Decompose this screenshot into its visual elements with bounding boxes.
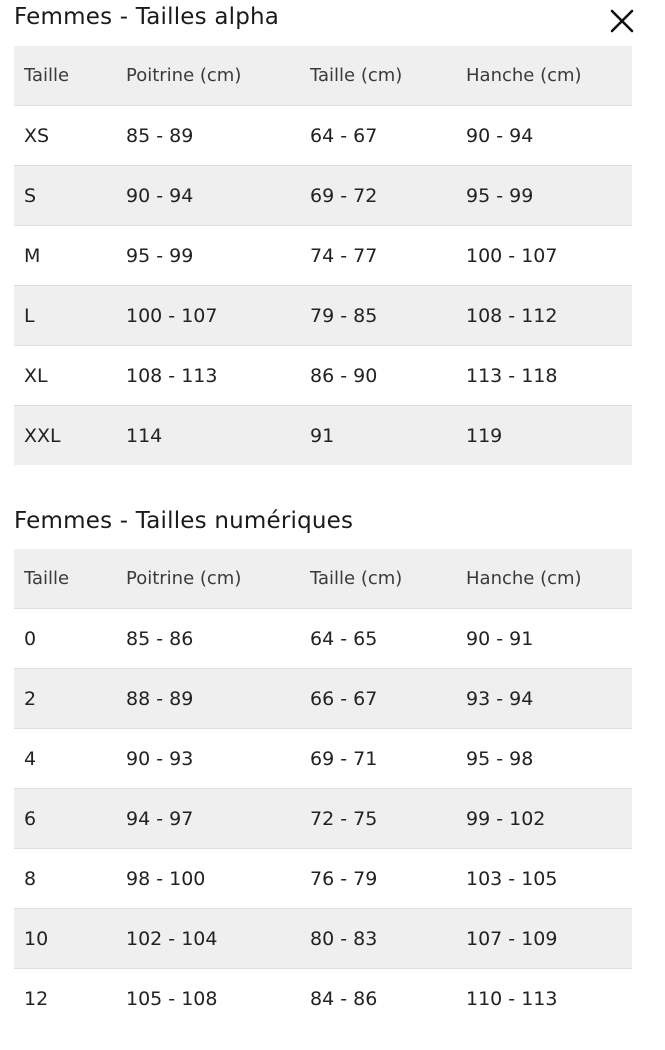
- hip-cell: 110 - 113: [456, 969, 632, 1029]
- size-cell: 6: [14, 789, 116, 849]
- bust-cell: 90 - 93: [116, 729, 300, 789]
- size-cell: 10: [14, 909, 116, 969]
- column-header: Poitrine (cm): [116, 549, 300, 609]
- size-cell: 0: [14, 609, 116, 669]
- waist-cell: 64 - 67: [300, 106, 456, 166]
- bust-cell: 95 - 99: [116, 226, 300, 286]
- column-header: Taille: [14, 46, 116, 106]
- table-row: [14, 969, 632, 1029]
- table-row: [14, 106, 632, 166]
- table-row: [14, 166, 632, 226]
- size-cell: XS: [14, 106, 116, 166]
- hip-cell: 113 - 118: [456, 346, 632, 406]
- size-cell: S: [14, 166, 116, 226]
- hip-cell: 99 - 102: [456, 789, 632, 849]
- column-header: Taille: [14, 549, 116, 609]
- bust-cell: 85 - 86: [116, 609, 300, 669]
- numeric-size-table: [14, 549, 632, 1028]
- size-cell: 12: [14, 969, 116, 1029]
- waist-cell: 74 - 77: [300, 226, 456, 286]
- table-row: [14, 909, 632, 969]
- table-row: [14, 346, 632, 406]
- waist-cell: 69 - 72: [300, 166, 456, 226]
- column-header: Taille (cm): [300, 549, 456, 609]
- waist-cell: 80 - 83: [300, 909, 456, 969]
- bust-cell: 94 - 97: [116, 789, 300, 849]
- size-cell: 8: [14, 849, 116, 909]
- numeric-section-title: Femmes - Tailles numériques: [14, 508, 354, 534]
- table-row: [14, 406, 632, 466]
- hip-cell: 95 - 99: [456, 166, 632, 226]
- table-row: [14, 286, 632, 346]
- column-header: Taille (cm): [300, 46, 456, 106]
- table-row: [14, 729, 632, 789]
- waist-cell: 66 - 67: [300, 669, 456, 729]
- hip-cell: 93 - 94: [456, 669, 632, 729]
- table-row: [14, 849, 632, 909]
- waist-cell: 86 - 90: [300, 346, 456, 406]
- waist-cell: 69 - 71: [300, 729, 456, 789]
- waist-cell: 79 - 85: [300, 286, 456, 346]
- bust-cell: 88 - 89: [116, 669, 300, 729]
- bust-cell: 105 - 108: [116, 969, 300, 1029]
- size-cell: 4: [14, 729, 116, 789]
- table-row: [14, 226, 632, 286]
- table-header-row: [14, 549, 632, 609]
- hip-cell: 100 - 107: [456, 226, 632, 286]
- alpha-section-title: Femmes - Tailles alpha: [14, 4, 280, 30]
- table-header-row: [14, 46, 632, 106]
- table-row: [14, 669, 632, 729]
- column-header: Hanche (cm): [456, 46, 632, 106]
- size-cell: 2: [14, 669, 116, 729]
- hip-cell: 108 - 112: [456, 286, 632, 346]
- hip-cell: 95 - 98: [456, 729, 632, 789]
- waist-cell: 84 - 86: [300, 969, 456, 1029]
- column-header: Poitrine (cm): [116, 46, 300, 106]
- table-row: [14, 789, 632, 849]
- bust-cell: 108 - 113: [116, 346, 300, 406]
- hip-cell: 90 - 91: [456, 609, 632, 669]
- bust-cell: 85 - 89: [116, 106, 300, 166]
- size-cell: XXL: [14, 406, 116, 466]
- hip-cell: 103 - 105: [456, 849, 632, 909]
- column-header: Hanche (cm): [456, 549, 632, 609]
- hip-cell: 119: [456, 406, 632, 466]
- waist-cell: 72 - 75: [300, 789, 456, 849]
- bust-cell: 100 - 107: [116, 286, 300, 346]
- waist-cell: 64 - 65: [300, 609, 456, 669]
- size-cell: XL: [14, 346, 116, 406]
- bust-cell: 90 - 94: [116, 166, 300, 226]
- hip-cell: 107 - 109: [456, 909, 632, 969]
- close-button[interactable]: [607, 6, 637, 36]
- table-row: [14, 609, 632, 669]
- bust-cell: 114: [116, 406, 300, 466]
- alpha-size-table: [14, 46, 632, 465]
- size-cell: M: [14, 226, 116, 286]
- hip-cell: 90 - 94: [456, 106, 632, 166]
- close-icon: [609, 8, 635, 34]
- size-cell: L: [14, 286, 116, 346]
- waist-cell: 91: [300, 406, 456, 466]
- bust-cell: 98 - 100: [116, 849, 300, 909]
- waist-cell: 76 - 79: [300, 849, 456, 909]
- bust-cell: 102 - 104: [116, 909, 300, 969]
